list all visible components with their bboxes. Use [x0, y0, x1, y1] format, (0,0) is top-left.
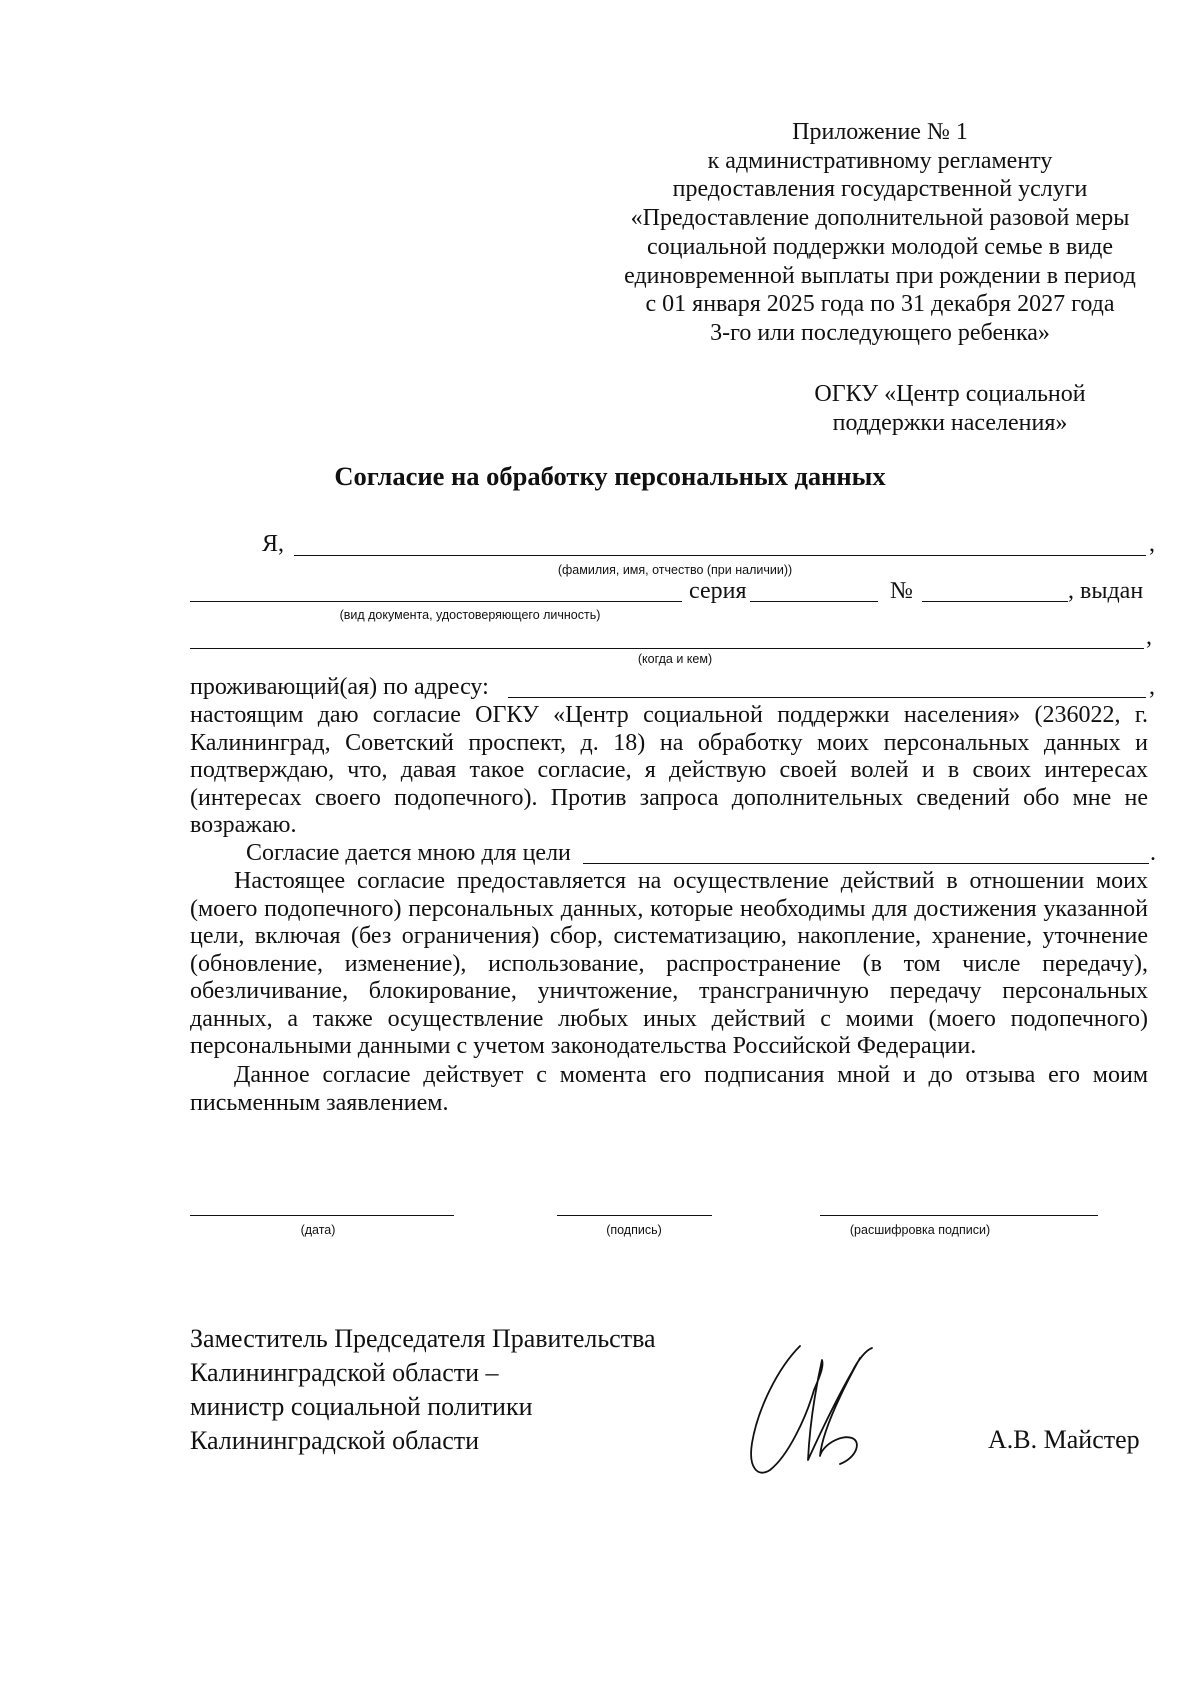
signer-position — [190, 1322, 656, 1458]
purpose-label: Согласие дается мною для цели — [246, 840, 571, 866]
consent-text: настоящим даю согласие ОГКУ «Центр социальной поддержки населения» (236022, г. Калининград, Советский проспект, д. 18) на обработку моих персональных данных и подтверждаю, что, давая такое согласие, я действую своей волей и в своих интересах (интересах своего подопечного). Против запроса дополнительных сведений обо мне не возражаю. — [190, 702, 1148, 838]
recipient-line: поддержки населения» — [832, 410, 1068, 436]
signature-caption: (подпись) — [606, 1223, 662, 1237]
address-label: проживающий(ая) по адресу: — [190, 674, 489, 700]
appendix-line: Приложение № 1 — [792, 119, 968, 145]
appendix-line: с 01 января 2025 года по 31 декабря 2027 года — [645, 291, 1115, 318]
appendix-line: «Предоставление дополнительной разовой меры — [630, 205, 1130, 232]
signer-position-line: Калининградской области – — [190, 1358, 499, 1387]
issued-by-field[interactable] — [190, 648, 1144, 649]
appendix-line: единовременной выплаты при рождении в период — [624, 262, 1136, 289]
address-comma: , — [1149, 674, 1155, 700]
scope-text: Настоящее согласие предоставляется на осуществление действий в отношении моих (моего подопечного) персональных данных, которые необходимы для достижения указанной цели, включая (без ограничения) сбор, систематизацию, накопление, хранение, уточнение (обновление, изменение), использование, распространение (в том числе передачу), обезличивание, блокирование, уничтожение, трансграничную передачу персональных данных, а также осуществление любых иных действий с моими (моего подопечного) персональными данными с учетом законодательства Российской Федерации. — [190, 868, 1148, 1059]
number-field[interactable] — [922, 601, 1068, 602]
signer-name: А.В. Майстер — [988, 1425, 1140, 1454]
signature-decoding-field[interactable] — [820, 1215, 1098, 1216]
signature-field[interactable] — [557, 1215, 712, 1216]
fio-caption: (фамилия, имя, отчество (при наличии)) — [557, 563, 793, 577]
signer-position-line: Калининградской области — [190, 1426, 480, 1455]
document-title: Согласие на обработку персональных данных — [334, 461, 886, 491]
series-field[interactable] — [750, 601, 878, 602]
appendix-line: 3-го или последующего ребенка» — [710, 319, 1050, 346]
date-caption: (дата) — [300, 1223, 336, 1237]
decoding-caption: (расшифровка подписи) — [849, 1223, 991, 1237]
fio-comma: , — [1149, 531, 1155, 557]
issued-comma: , — [1146, 624, 1152, 650]
signer-position-line: министр социальной политики — [190, 1392, 533, 1421]
id-document-field[interactable] — [190, 601, 682, 602]
when-caption: (когда и кем) — [637, 652, 713, 666]
validity-paragraph — [190, 1062, 1148, 1117]
purpose-end: . — [1150, 840, 1156, 866]
appendix-line: социальной поддержки молодой семье в виде — [646, 233, 1114, 260]
recipient-line: ОГКУ «Центр социальной — [814, 381, 1086, 407]
appendix-line: предоставления государственной услуги — [672, 176, 1088, 203]
scope-paragraph — [190, 868, 1148, 1061]
fio-field[interactable] — [294, 555, 1146, 556]
number-label: № — [890, 578, 913, 604]
issued-label: , выдан — [1068, 578, 1144, 604]
address-field[interactable] — [508, 697, 1146, 698]
appendix-line: к административному регламенту — [707, 147, 1053, 174]
consent-paragraph — [190, 702, 1148, 840]
doc-caption: (вид документа, удостоверяющего личность) — [339, 608, 601, 622]
appendix-header — [600, 118, 1160, 348]
signer-position-line: Заместитель Председателя Правительства — [190, 1324, 656, 1353]
recipient-block — [780, 380, 1120, 438]
validity-text: Данное согласие действует с момента его подписания мной и до отзыва его моим письменным заявлением. — [190, 1062, 1148, 1116]
date-field[interactable] — [190, 1215, 454, 1216]
ya-label: Я, — [262, 531, 285, 557]
series-label: серия — [689, 578, 747, 604]
purpose-field[interactable] — [583, 863, 1149, 864]
handwritten-signature — [748, 1338, 918, 1488]
